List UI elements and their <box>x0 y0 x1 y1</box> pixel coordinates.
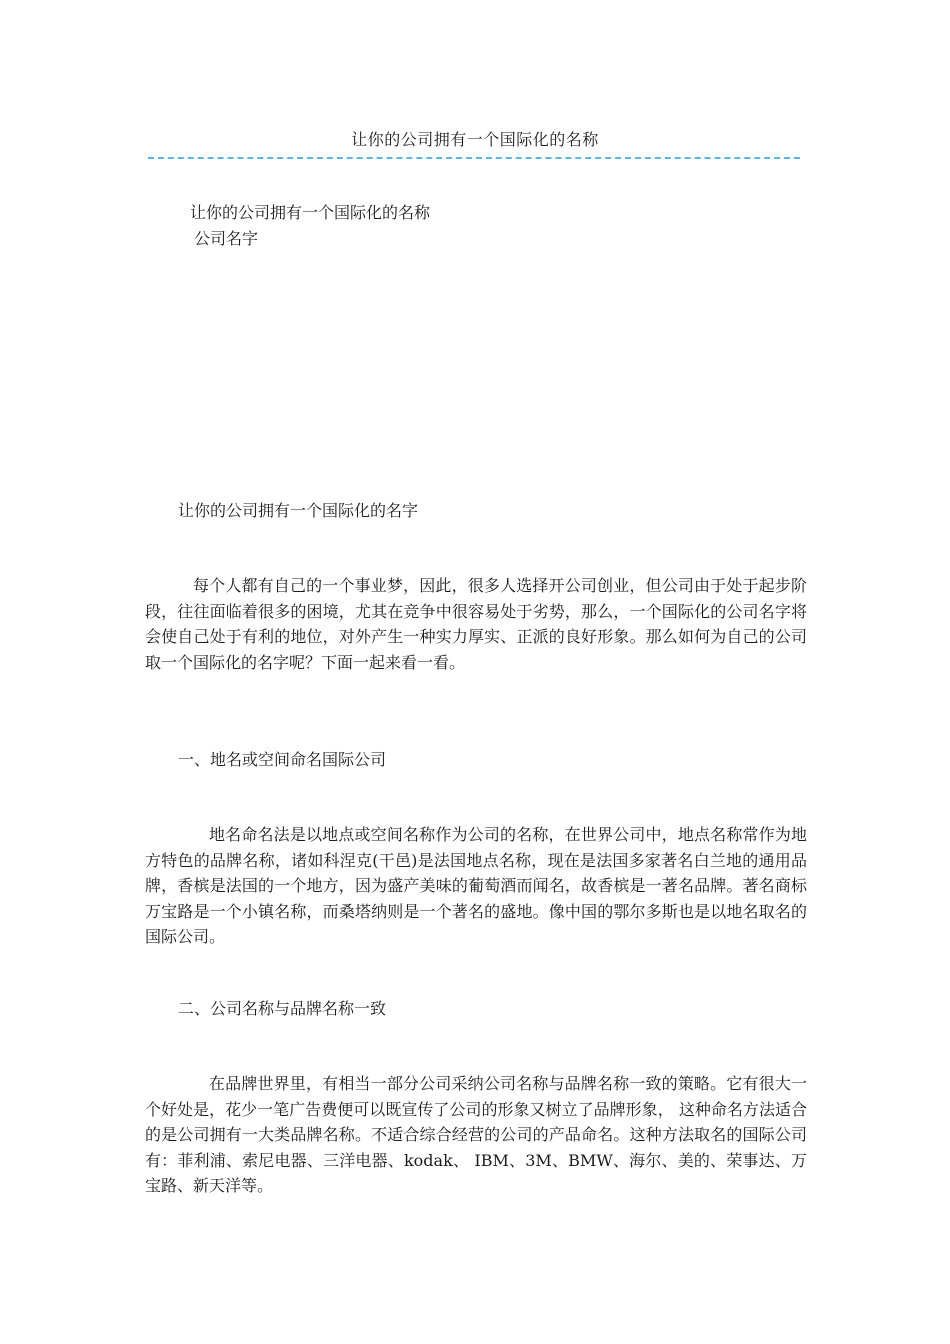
section-paragraph-2: 在品牌世界里，有相当一部分公司采纳公司名称与品牌名称一致的策略。它有很大一个好处是，花少一笔广告费便可以既宣传了公司的形象又树立了品牌形象， 这种命名方法适合的是公司拥有一大类品牌名称。不适合综合经营的公司的产品命名。这种方法取名的国际公司有：菲利浦、索尼电器、三洋电器、kodak、 IBM、3M、BMW、海尔、美的、荣事达、万宝路、新天洋等。 <box>145 1074 807 1195</box>
article-keyword: 公司名字 <box>194 229 259 248</box>
intro-paragraph: 每个人都有自己的一个事业梦，因此，很多人选择开公司创业，但公司由于处于起步阶段，往往面临着很多的困境，尤其在竞争中很容易处于劣势，那么，一个国际化的公司名字将会使自己处于有利的地位，对外产生一种实力厚实、正派的良好形象。那么如何为自己的公司取一个国际化的名字呢？下面一起来看一看。 <box>145 576 807 672</box>
document-title: 让你的公司拥有一个国际化的名称 <box>351 130 599 149</box>
article-subtitle: 让你的公司拥有一个国际化的名字 <box>178 501 419 520</box>
article-title: 让你的公司拥有一个国际化的名称 <box>190 203 431 222</box>
section-paragraph-1: 地名命名法是以地点或空间名称作为公司的名称，在世界公司中，地点名称常作为地方特色的品牌名称，诸如科涅克(干邑)是法国地点名称，现在是法国多家著名白兰地的通用品牌，香槟是法国的一个地方，因为盛产美味的葡萄酒而闻名，故香槟是一著名品牌。著名商标万宝路是一个小镇名称，而桑塔纳则是一个著名的盛地。像中国的鄂尔多斯也是以地名取名的国际公司。 <box>145 825 807 946</box>
section-heading-1: 一、地名或空间命名国际公司 <box>178 750 387 769</box>
title-divider <box>148 157 800 159</box>
section-heading-2: 二、公司名称与品牌名称一致 <box>178 999 387 1018</box>
